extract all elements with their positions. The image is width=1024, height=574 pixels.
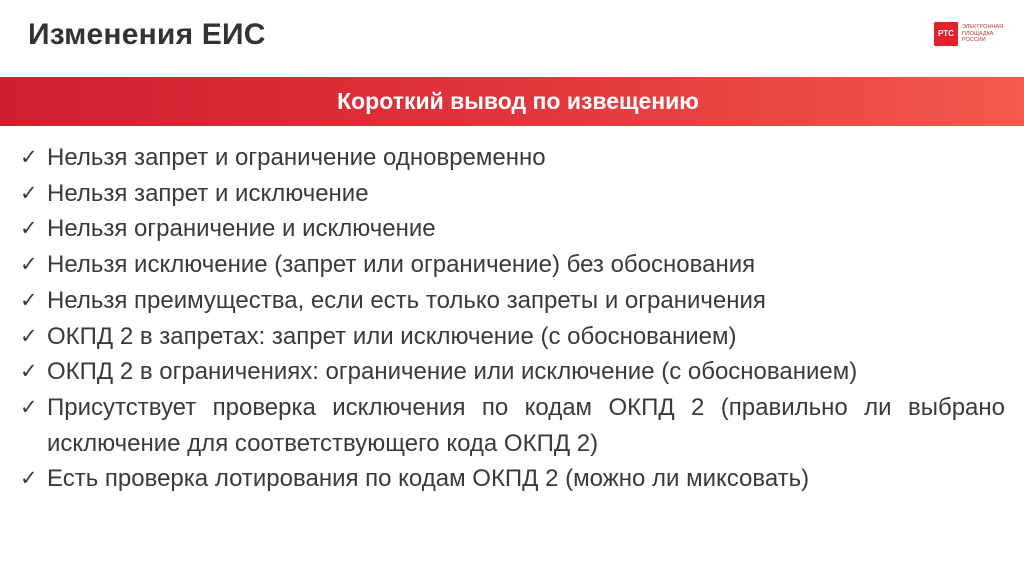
- checkmark-icon: ✓: [20, 252, 38, 277]
- bullet-text: Нельзя запрет и ограничение одновременно: [47, 144, 546, 171]
- bullet-text: ОКПД 2 в ограничениях: ограничение или исключение (с обоснованием): [47, 358, 858, 386]
- banner-title: Короткий вывод по извещению: [337, 88, 699, 114]
- checkmark-icon: ✓: [20, 287, 38, 312]
- bullet-text: Нельзя ограничение и исключение: [47, 215, 436, 243]
- slide-title: Изменения ЕИС: [28, 18, 266, 51]
- bullet-item: [20, 390, 1005, 461]
- checkmark-icon: ✓: [20, 180, 38, 205]
- bullet-item: [20, 176, 1005, 212]
- checkmark-icon: ✓: [20, 145, 38, 169]
- bullet-item: [20, 319, 1005, 355]
- checkmark-icon: ✓: [20, 323, 38, 348]
- bullet-item: [20, 140, 1005, 176]
- checkmark-icon: ✓: [20, 466, 38, 491]
- checkmark-icon: ✓: [20, 394, 38, 419]
- bullet-item: [20, 354, 1005, 390]
- bullet-text: Есть проверка лотирования по кодам ОКПД 2 (можно ли миксовать): [47, 465, 810, 493]
- bullet-item: [20, 461, 1005, 497]
- logo-mark: РТС: [934, 22, 958, 46]
- bullet-item: [20, 283, 1005, 319]
- bullet-text: Нельзя запрет и исключение: [47, 179, 369, 207]
- checkmark-icon: ✓: [20, 216, 38, 241]
- bullet-text: Нельзя исключение (запрет или ограничение) без обоснования: [47, 251, 756, 279]
- bullet-text: ОКПД 2 в запретах: запрет или исключение (с обоснованием): [47, 322, 737, 350]
- rts-logo: [934, 22, 1004, 48]
- logo-text: ЭЛЕКТРОННАЯ ПЛОЩАДКА РОССИИ: [962, 24, 1004, 43]
- bullet-text: Нельзя преимущества, если есть только запреты и ограничения: [47, 286, 766, 314]
- bullet-item: [20, 211, 1005, 247]
- section-banner: [0, 77, 1024, 126]
- bullet-list: [20, 140, 1005, 497]
- bullet-text: Присутствует проверка исключения по кодам ОКПД 2 (правильно ли выбрано исключение для соответствующего кода ОКПД 2): [47, 393, 1005, 457]
- checkmark-icon: ✓: [20, 359, 38, 384]
- bullet-item: [20, 247, 1005, 283]
